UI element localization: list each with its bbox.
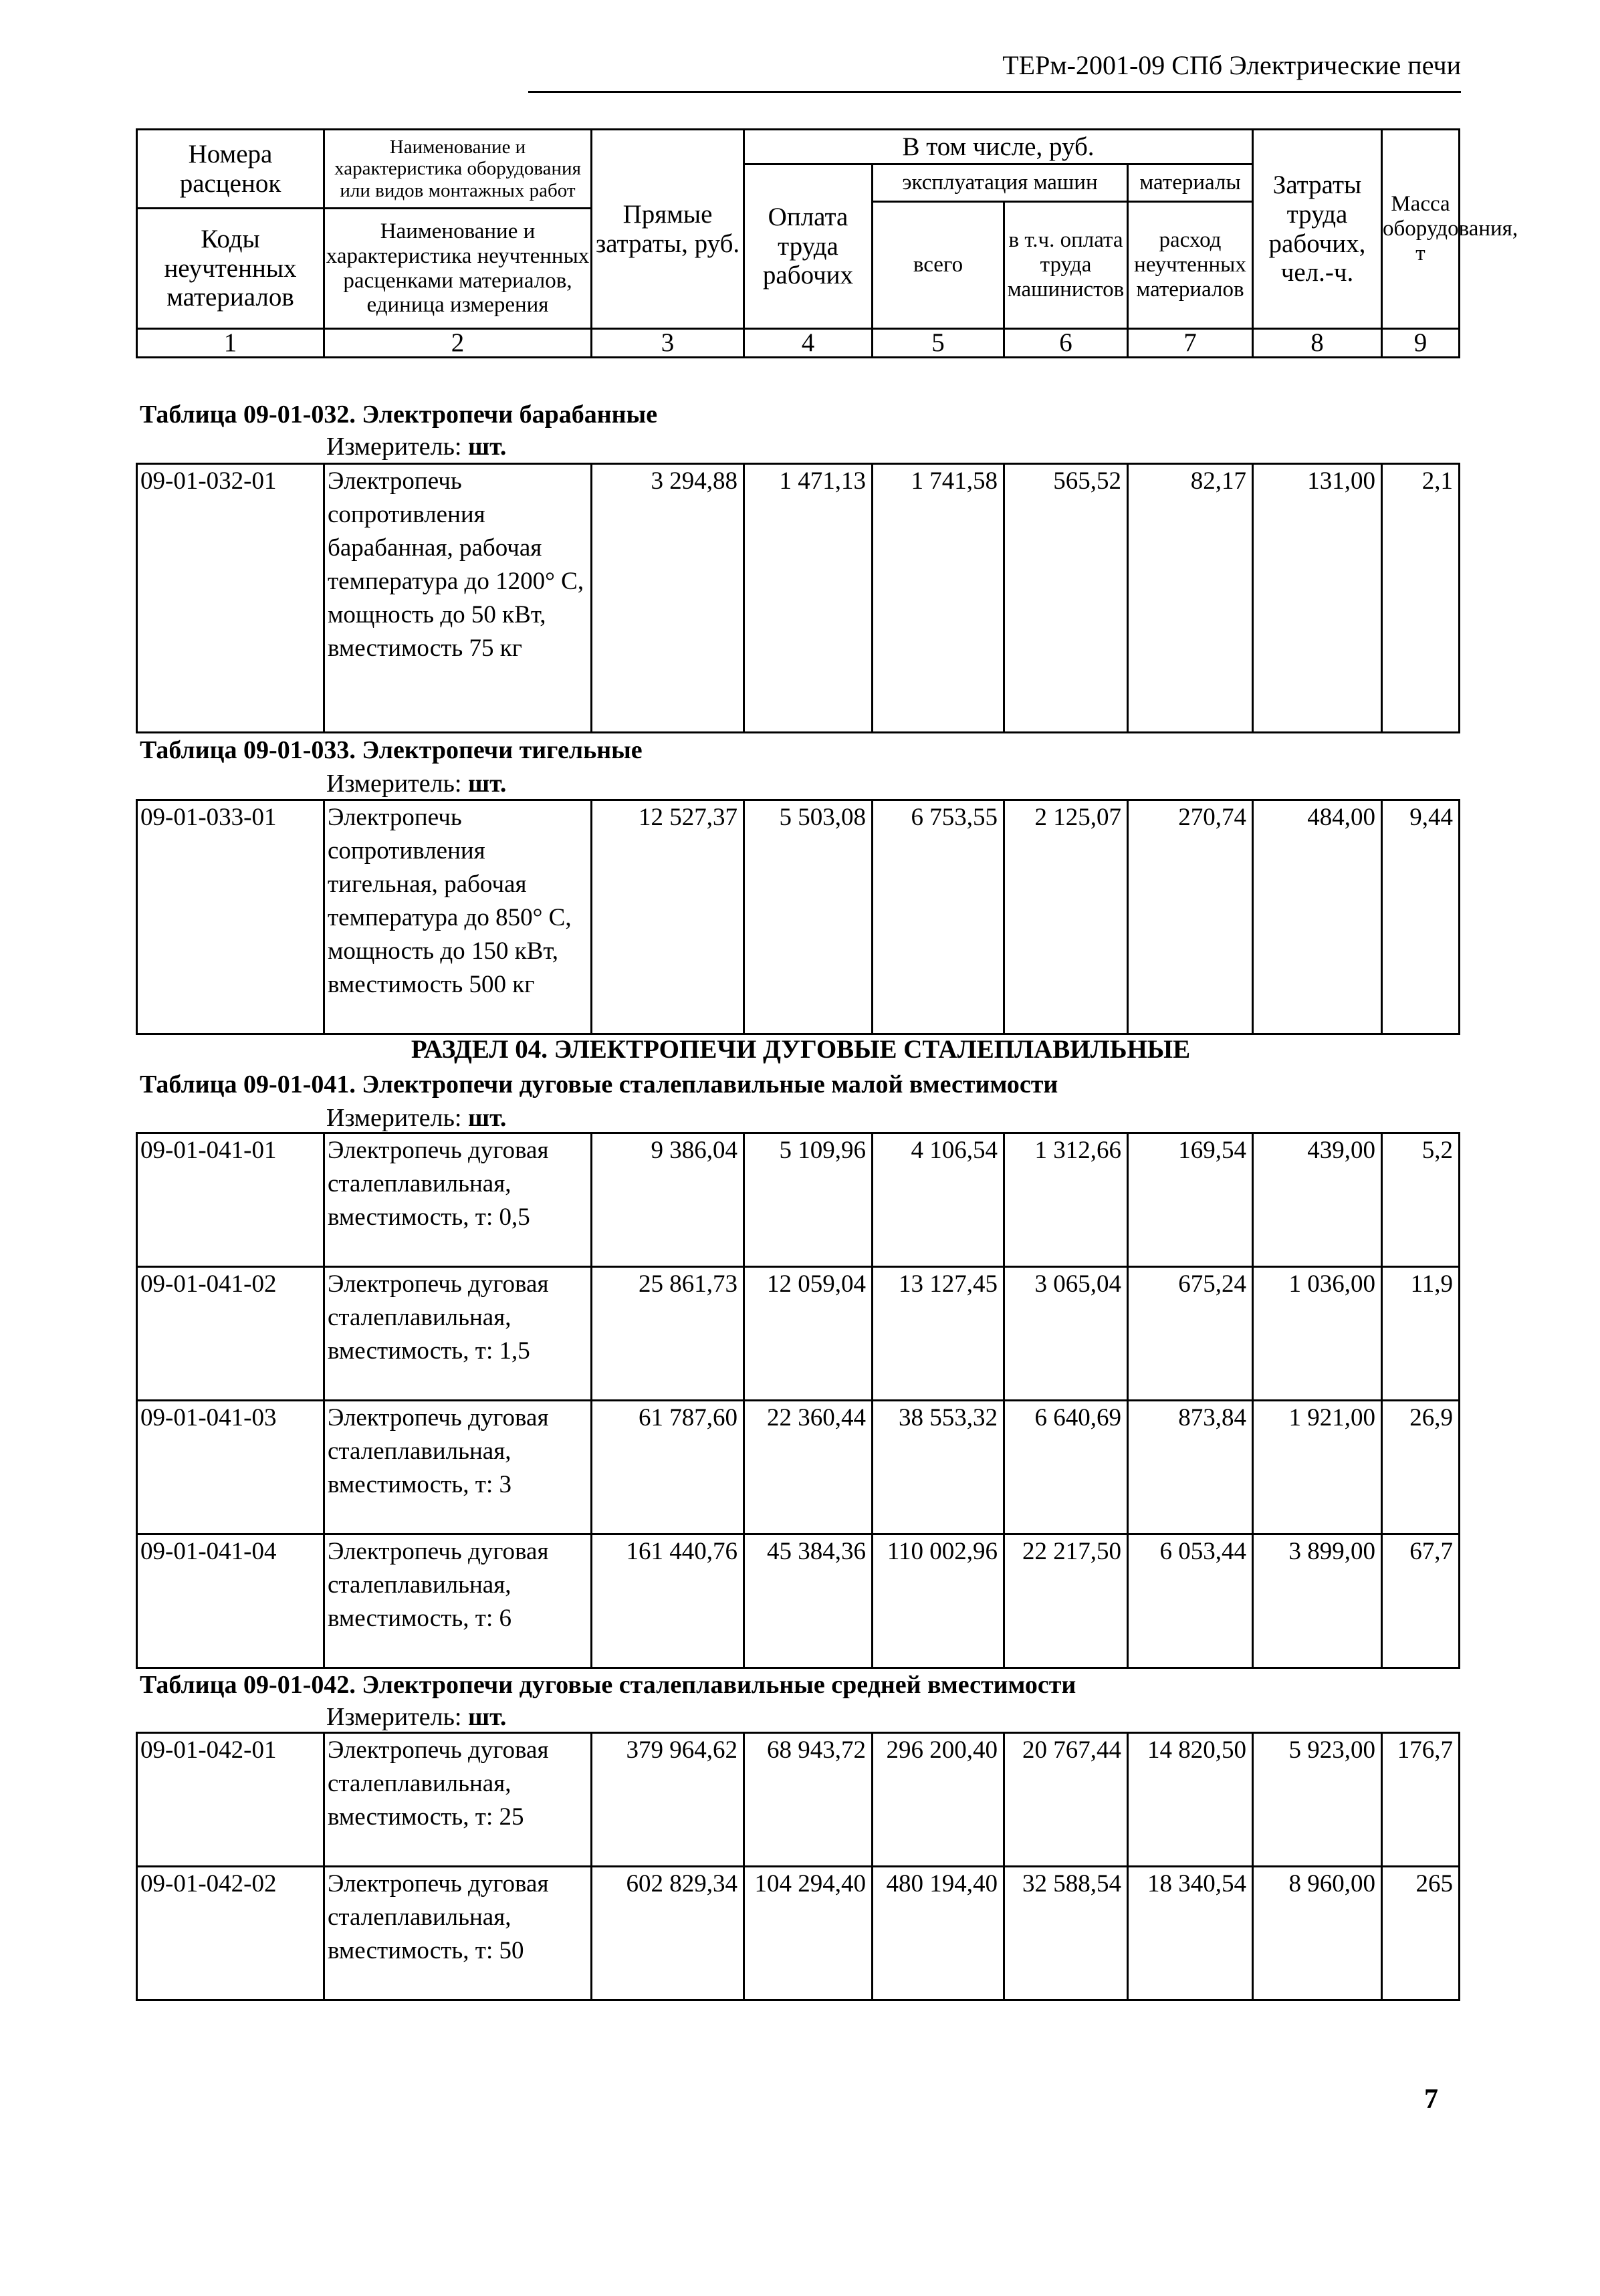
table-row: [137, 1133, 1460, 1267]
mass: 11,9: [1382, 1267, 1460, 1401]
labor-pay: 45 384,36: [744, 1534, 873, 1668]
unit-line: [326, 432, 506, 461]
header-machines-total: всего: [873, 202, 1004, 329]
machines-total: 110 002,96: [873, 1534, 1004, 1668]
direct-costs: 3 294,88: [592, 464, 744, 733]
labor-cost: 1 921,00: [1253, 1401, 1382, 1534]
machines-total: 1 741,58: [873, 464, 1004, 733]
rate-code: 09-01-042-01: [137, 1733, 324, 1867]
direct-costs: 379 964,62: [592, 1733, 744, 1867]
unit-value: шт.: [468, 1703, 507, 1731]
header-work-name: Наименование и характеристика оборудования или видов монтажных работ: [324, 130, 592, 209]
materials: 6 053,44: [1128, 1534, 1253, 1668]
labor-cost: 3 899,00: [1253, 1534, 1382, 1668]
header-machines: эксплуатация машин: [873, 164, 1128, 202]
table-row: [137, 1534, 1460, 1668]
table-row: [137, 1733, 1460, 1867]
header-materials-uncounted: расход неучтенных материалов: [1128, 202, 1253, 329]
header-material-name: Наименование и характеристика неучтенных расценками материалов, единица измерения: [324, 209, 592, 329]
labor-cost: 8 960,00: [1253, 1867, 1382, 2000]
header-direct-costs: Прямые затраты, руб.: [592, 130, 744, 329]
header-including: В том числе, руб.: [744, 130, 1253, 164]
machines-total: 480 194,40: [873, 1867, 1004, 2000]
column-number: 3: [592, 329, 744, 358]
machines-total: 296 200,40: [873, 1733, 1004, 1867]
unit-value: шт.: [468, 1104, 507, 1132]
labor-cost: 1 036,00: [1253, 1267, 1382, 1401]
machines-total: 13 127,45: [873, 1267, 1004, 1401]
section-title: РАЗДЕЛ 04. ЭЛЕКТРОПЕЧИ ДУГОВЫЕ СТАЛЕПЛАВИЛЬНЫЕ: [411, 1035, 1191, 1064]
machinists-pay: 20 767,44: [1004, 1733, 1128, 1867]
labor-pay: 5 503,08: [744, 800, 873, 1034]
machinists-pay: 32 588,54: [1004, 1867, 1128, 2000]
table-row: [137, 800, 1460, 1034]
column-number: 2: [324, 329, 592, 358]
unit-line: [326, 769, 506, 798]
machinists-pay: 1 312,66: [1004, 1133, 1128, 1267]
labor-pay: 22 360,44: [744, 1401, 873, 1534]
rate-name: Электропечь сопротивления тигельная, рабочая температура до 850° С, мощность до 150 кВт, вместимость 500 кг: [324, 800, 592, 1034]
unit-label: Измеритель:: [326, 1104, 468, 1132]
rates-table-033: [136, 799, 1460, 1035]
materials: 18 340,54: [1128, 1867, 1253, 2000]
mass: 67,7: [1382, 1534, 1460, 1668]
machinists-pay: 2 125,07: [1004, 800, 1128, 1034]
labor-pay: 104 294,40: [744, 1867, 873, 2000]
labor-cost: 439,00: [1253, 1133, 1382, 1267]
header-mass: Масса оборудования, т: [1382, 130, 1460, 329]
page-number: 7: [1424, 2084, 1438, 2115]
labor-pay: 12 059,04: [744, 1267, 873, 1401]
machinists-pay: 565,52: [1004, 464, 1128, 733]
rate-name: Электропечь дуговая сталеплавильная, вместимость, т: 3: [324, 1401, 592, 1534]
header-labor-pay: Оплата труда рабочих: [744, 164, 873, 329]
table-row: [137, 1267, 1460, 1401]
unit-label: Измеритель:: [326, 770, 468, 798]
materials: 873,84: [1128, 1401, 1253, 1534]
table-caption: Таблица 09-01-033. Электропечи тигельные: [140, 736, 643, 764]
rate-code: 09-01-041-04: [137, 1534, 324, 1668]
rate-code: 09-01-042-02: [137, 1867, 324, 2000]
header-rate-numbers: Номера расценок: [137, 130, 324, 209]
labor-pay: 1 471,13: [744, 464, 873, 733]
mass: 5,2: [1382, 1133, 1460, 1267]
labor-cost: 484,00: [1253, 800, 1382, 1034]
materials: 169,54: [1128, 1133, 1253, 1267]
column-number: 7: [1128, 329, 1253, 358]
machines-total: 38 553,32: [873, 1401, 1004, 1534]
machinists-pay: 6 640,69: [1004, 1401, 1128, 1534]
labor-pay: 5 109,96: [744, 1133, 873, 1267]
machinists-pay: 3 065,04: [1004, 1267, 1128, 1401]
rate-name: Электропечь дуговая сталеплавильная, вместимость, т: 6: [324, 1534, 592, 1668]
direct-costs: 161 440,76: [592, 1534, 744, 1668]
unit-value: шт.: [468, 433, 507, 461]
rates-table-042: [136, 1732, 1460, 2001]
table-caption: Таблица 09-01-042. Электропечи дуговые сталеплавильные средней вместимости: [140, 1671, 1076, 1699]
direct-costs: 12 527,37: [592, 800, 744, 1034]
rate-code: 09-01-032-01: [137, 464, 324, 733]
column-number: 6: [1004, 329, 1128, 358]
direct-costs: 61 787,60: [592, 1401, 744, 1534]
materials: 14 820,50: [1128, 1733, 1253, 1867]
column-number: 1: [137, 329, 324, 358]
direct-costs: 9 386,04: [592, 1133, 744, 1267]
column-number: 8: [1253, 329, 1382, 358]
table-caption: Таблица 09-01-041. Электропечи дуговые сталеплавильные малой вместимости: [140, 1070, 1058, 1099]
labor-cost: 131,00: [1253, 464, 1382, 733]
labor-cost: 5 923,00: [1253, 1733, 1382, 1867]
unit-label: Измеритель:: [326, 433, 468, 461]
mass: 26,9: [1382, 1401, 1460, 1534]
rate-code: 09-01-041-01: [137, 1133, 324, 1267]
rate-code: 09-01-041-02: [137, 1267, 324, 1401]
labor-pay: 68 943,72: [744, 1733, 873, 1867]
direct-costs: 602 829,34: [592, 1867, 744, 2000]
unit-value: шт.: [468, 770, 507, 798]
direct-costs: 25 861,73: [592, 1267, 744, 1401]
mass: 2,1: [1382, 464, 1460, 733]
header-labor-cost: Затраты труда рабочих, чел.-ч.: [1253, 130, 1382, 329]
machines-total: 6 753,55: [873, 800, 1004, 1034]
rates-table-032: [136, 463, 1460, 733]
table-row: [137, 1401, 1460, 1534]
column-number: 5: [873, 329, 1004, 358]
machinists-pay: 22 217,50: [1004, 1534, 1128, 1668]
rate-code: 09-01-041-03: [137, 1401, 324, 1534]
rate-name: Электропечь дуговая сталеплавильная, вместимость, т: 1,5: [324, 1267, 592, 1401]
unit-line: [326, 1702, 506, 1732]
mass: 9,44: [1382, 800, 1460, 1034]
materials: 675,24: [1128, 1267, 1253, 1401]
rate-name: Электропечь сопротивления барабанная, рабочая температура до 1200° С, мощность до 50 кВт, вместимость 75 кг: [324, 464, 592, 733]
rate-name: Электропечь дуговая сталеплавильная, вместимость, т: 0,5: [324, 1133, 592, 1267]
unit-line: [326, 1103, 506, 1133]
machines-total: 4 106,54: [873, 1133, 1004, 1267]
rate-name: Электропечь дуговая сталеплавильная, вместимость, т: 25: [324, 1733, 592, 1867]
column-header-table: [136, 128, 1518, 358]
header-material-codes: Коды неучтенных материалов: [137, 209, 324, 329]
header-machinists-pay: в т.ч. оплата труда машинистов: [1004, 202, 1128, 329]
rates-table-041: [136, 1132, 1460, 1669]
column-number-row: [137, 329, 1460, 358]
column-number: 9: [1382, 329, 1460, 358]
materials: 270,74: [1128, 800, 1253, 1034]
rate-name: Электропечь дуговая сталеплавильная, вместимость, т: 50: [324, 1867, 592, 2000]
table-row: [137, 464, 1460, 733]
rate-code: 09-01-033-01: [137, 800, 324, 1034]
table-row: [137, 1867, 1460, 2000]
header-materials: материалы: [1128, 164, 1253, 202]
running-head: ТЕРм-2001-09 СПб Электрические печи: [528, 49, 1461, 93]
unit-label: Измеритель:: [326, 1703, 468, 1731]
mass: 176,7: [1382, 1733, 1460, 1867]
column-number: 4: [744, 329, 873, 358]
table-caption: Таблица 09-01-032. Электропечи барабанные: [140, 400, 658, 429]
mass: 265: [1382, 1867, 1460, 2000]
materials: 82,17: [1128, 464, 1253, 733]
